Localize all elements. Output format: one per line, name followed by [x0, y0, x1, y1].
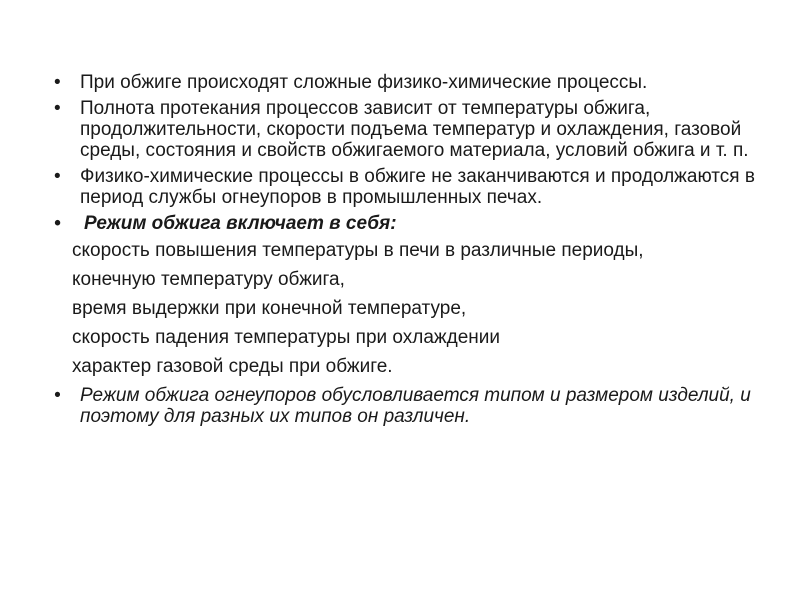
- bullet-item-1: [48, 72, 768, 93]
- bullet-dot: •: [54, 98, 61, 119]
- bullet-dot: •: [54, 385, 61, 406]
- bullet-dot: •: [54, 213, 61, 234]
- bullet-item-final: [48, 385, 768, 427]
- bullet-dot: •: [54, 166, 61, 187]
- mode-item-3: время выдержки при конечной температуре,: [72, 298, 467, 319]
- mode-item-1: скорость повышения температуры в печи в различные периоды,: [72, 240, 644, 261]
- bullet-text: Физико-химические процессы в обжиге не заканчиваются и продолжаются в период службы огнеупоров в промышленных печах.: [80, 166, 755, 208]
- mode-sub-list-wrapper: [48, 240, 768, 377]
- bullet-item-mode-intro: [48, 213, 768, 234]
- bullet-text: При обжиге происходят сложные физико-химические процессы.: [80, 72, 648, 93]
- mode-item-4: скорость падения температуры при охлаждении: [72, 327, 501, 348]
- bullet-list: [48, 72, 768, 432]
- bullet-item-2: [48, 98, 768, 161]
- mode-intro-text: Режим обжига включает в себя:: [84, 213, 397, 234]
- final-bullet-text: Режим обжига огнеупоров обусловливается типом и размером изделий, и поэтому для разных их типов он различен.: [80, 385, 751, 427]
- bullet-text: Полнота протекания процессов зависит от температуры обжига, продолжительности, скорости подъема температур и охлаждения, газовой среды, состояния и свойств обжигаемого материала, условий обжига и т. п.: [80, 98, 749, 161]
- mode-item-5: характер газовой среды при обжиге.: [72, 356, 393, 377]
- bullet-item-3: [48, 166, 768, 208]
- bullet-dot: •: [54, 72, 61, 93]
- mode-item-2: конечную температуру обжига,: [72, 269, 345, 290]
- mode-sub-list: [48, 240, 768, 377]
